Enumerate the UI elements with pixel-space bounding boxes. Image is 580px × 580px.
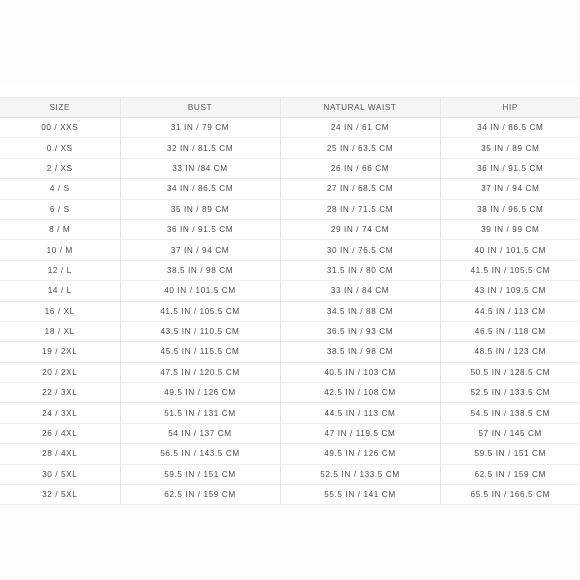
natural-waist-cell: 31.5 IN / 80 CM [280,260,440,280]
natural-waist-cell: 27 IN / 68.5 CM [280,179,440,199]
natural-waist-cell: 40.5 IN / 103 CM [280,362,440,382]
table-row [0,260,580,280]
table-row [0,362,580,382]
size-cell: 12 / L [0,260,120,280]
natural-waist-cell: 29 IN / 74 CM [280,219,440,239]
bust-cell: 31 IN / 79 CM [120,118,280,138]
table-header-row [0,98,580,118]
bust-cell: 36 IN / 91.5 CM [120,219,280,239]
natural-waist-cell: 44.5 IN / 113 CM [280,403,440,423]
hip-cell: 36 IN / 91.5 CM [440,158,580,178]
size-cell: 28 / 4XL [0,444,120,464]
hip-cell: 50.5 IN / 128.5 CM [440,362,580,382]
hip-cell: 34 IN / 86.5 CM [440,118,580,138]
natural-waist-cell: 47 IN / 119.5 CM [280,423,440,443]
bust-cell: 33 IN /84 CM [120,158,280,178]
bust-cell: 41.5 IN / 105.5 CM [120,301,280,321]
table-row [0,179,580,199]
bust-cell: 38.5 IN / 98 CM [120,260,280,280]
table-row [0,321,580,341]
size-cell: 14 / L [0,281,120,301]
table-row [0,158,580,178]
natural-waist-cell: 28 IN / 71.5 CM [280,199,440,219]
hip-cell: 35 IN / 89 CM [440,138,580,158]
size-cell: 4 / S [0,179,120,199]
hip-cell: 59.5 IN / 151 CM [440,444,580,464]
hip-cell: 38 IN / 96.5 CM [440,199,580,219]
bust-cell: 47.5 IN / 120.5 CM [120,362,280,382]
natural-waist-cell: 33 IN / 84 CM [280,281,440,301]
natural-waist-cell: 55.5 IN / 141 CM [280,485,440,505]
table-row [0,240,580,260]
size-cell: 26 / 4XL [0,423,120,443]
natural-waist-cell: 42.5 IN / 108 CM [280,383,440,403]
hip-cell: 62.5 IN / 159 CM [440,464,580,484]
bust-cell: 51.5 IN / 131 CM [120,403,280,423]
natural-waist-cell: 36.5 IN / 93 CM [280,321,440,341]
table-row [0,423,580,443]
size-cell: 10 / M [0,240,120,260]
hip-cell: 43 IN / 109.5 CM [440,281,580,301]
hip-cell: 44.5 IN / 113 CM [440,301,580,321]
bust-cell: 45.5 IN / 115.5 CM [120,342,280,362]
hip-cell: 39 IN / 99 CM [440,219,580,239]
size-cell: 0 / XS [0,138,120,158]
table-row [0,301,580,321]
size-cell: 19 / 2XL [0,342,120,362]
bust-cell: 40 IN / 101.5 CM [120,281,280,301]
size-cell: 30 / 5XL [0,464,120,484]
hip-cell: 41.5 IN / 105.5 CM [440,260,580,280]
size-cell: 22 / 3XL [0,383,120,403]
bust-cell: 34 IN / 86.5 CM [120,179,280,199]
hip-cell: 37 IN / 94 CM [440,179,580,199]
bust-cell: 62.5 IN / 159 CM [120,485,280,505]
size-cell: 6 / S [0,199,120,219]
natural-waist-cell: 49.5 IN / 126 CM [280,444,440,464]
natural-waist-cell: 26 IN / 66 CM [280,158,440,178]
table-row [0,342,580,362]
natural-waist-cell: 30 IN / 76.5 CM [280,240,440,260]
table-body [0,118,580,505]
natural-waist-cell: 25 IN / 63.5 CM [280,138,440,158]
natural-waist-cell: 34.5 IN / 88 CM [280,301,440,321]
bust-cell: 43.5 IN / 110.5 CM [120,321,280,341]
bust-cell: 37 IN / 94 CM [120,240,280,260]
hip-cell: 46.5 IN / 118 CM [440,321,580,341]
size-cell: 16 / XL [0,301,120,321]
bust-cell: 56.5 IN / 143.5 CM [120,444,280,464]
column-header-hip: HIP [440,98,580,118]
hip-cell: 65.5 IN / 166.5 CM [440,485,580,505]
table-row [0,281,580,301]
table-row [0,138,580,158]
table-row [0,219,580,239]
hip-cell: 40 IN / 101.5 CM [440,240,580,260]
table-row [0,118,580,138]
size-cell: 00 / XXS [0,118,120,138]
bust-cell: 54 IN / 137 CM [120,423,280,443]
size-cell: 2 / XS [0,158,120,178]
natural-waist-cell: 52.5 IN / 133.5 CM [280,464,440,484]
bust-cell: 59.5 IN / 151 CM [120,464,280,484]
size-cell: 32 / 5XL [0,485,120,505]
bust-cell: 32 IN / 81.5 CM [120,138,280,158]
table-row [0,485,580,505]
table-row [0,444,580,464]
size-cell: 8 / M [0,219,120,239]
natural-waist-cell: 38.5 IN / 98 CM [280,342,440,362]
column-header-bust: BUST [120,98,280,118]
column-header-natural-waist: NATURAL WAIST [280,98,440,118]
natural-waist-cell: 24 IN / 61 CM [280,118,440,138]
size-chart-table [0,97,580,505]
bust-cell: 49.5 IN / 126 CM [120,383,280,403]
table-row [0,383,580,403]
column-header-size: SIZE [0,98,120,118]
hip-cell: 48.5 IN / 123 CM [440,342,580,362]
table-row [0,199,580,219]
size-cell: 20 / 2XL [0,362,120,382]
table-row [0,464,580,484]
size-cell: 24 / 3XL [0,403,120,423]
hip-cell: 52.5 IN / 133.5 CM [440,383,580,403]
hip-cell: 57 IN / 145 CM [440,423,580,443]
size-cell: 18 / XL [0,321,120,341]
table-row [0,403,580,423]
bust-cell: 35 IN / 89 CM [120,199,280,219]
hip-cell: 54.5 IN / 138.5 CM [440,403,580,423]
